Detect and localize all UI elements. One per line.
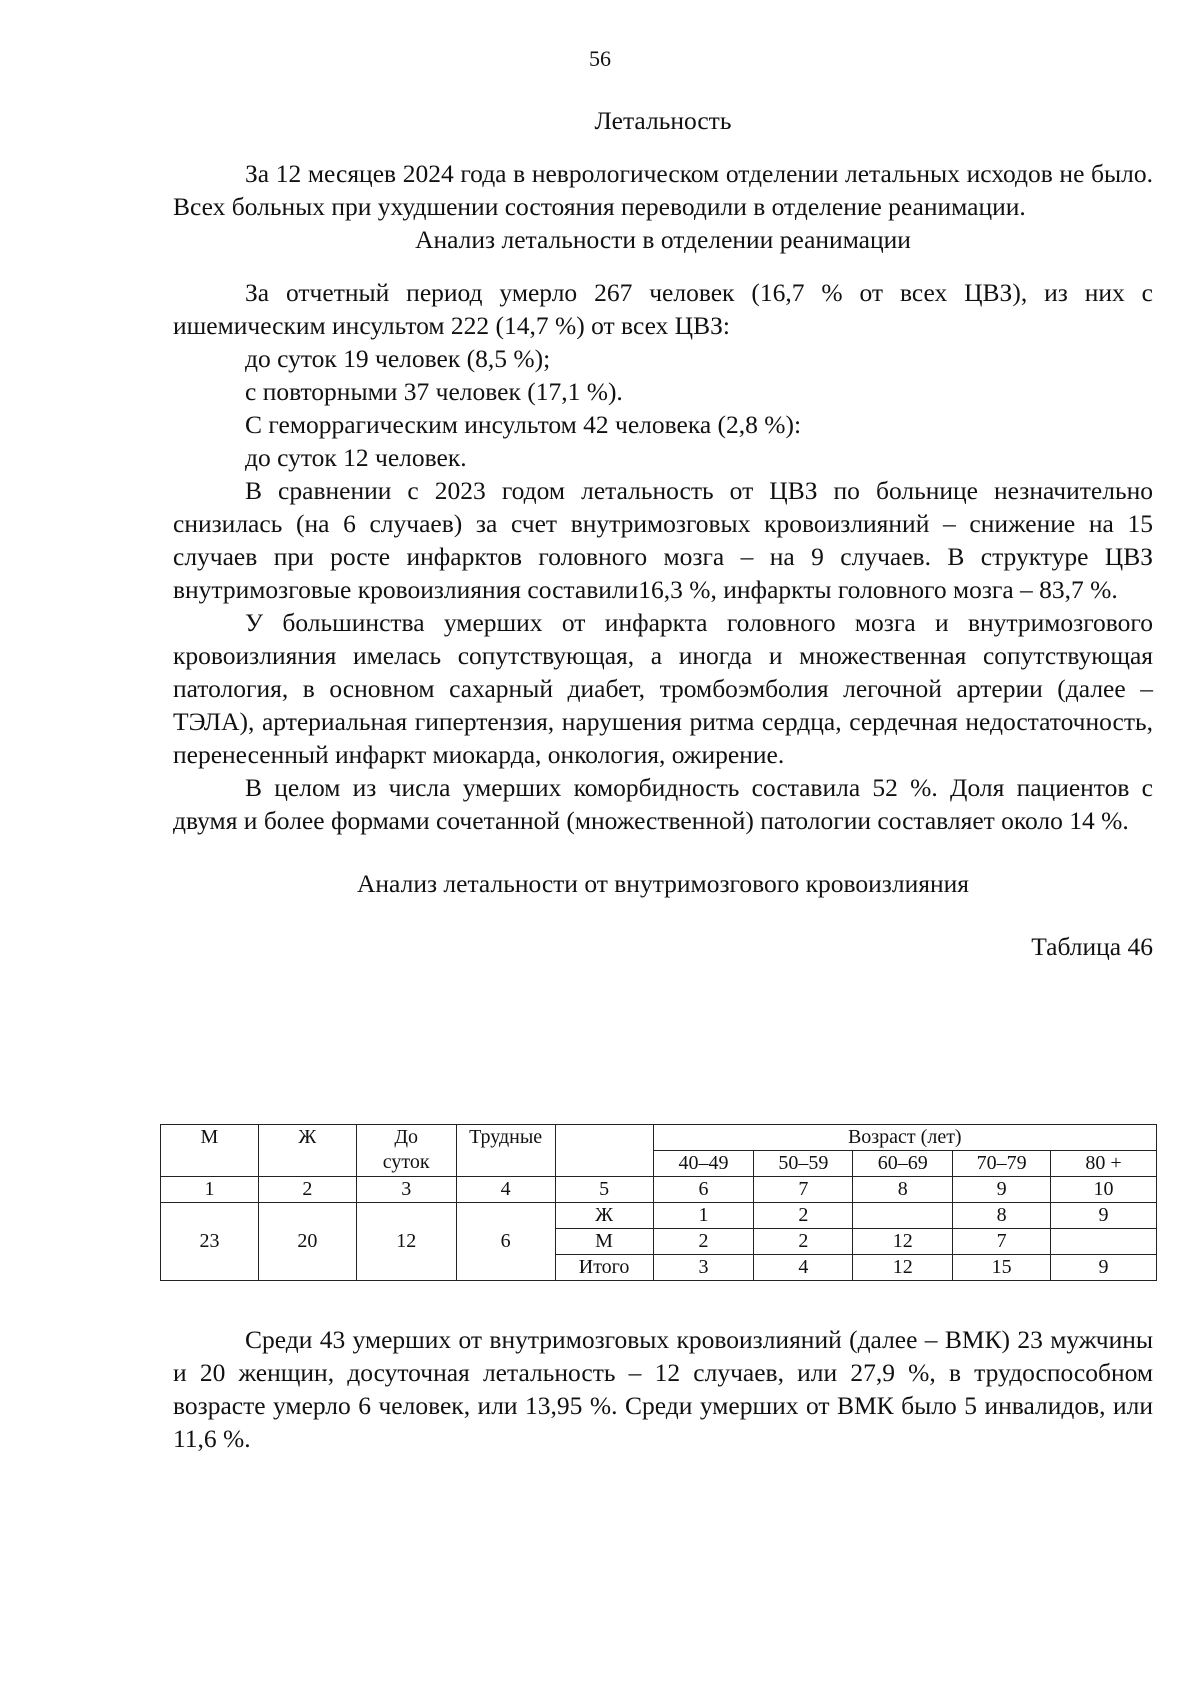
header-dosutok-line2: суток	[382, 1151, 430, 1173]
header-zh: Ж	[258, 1125, 356, 1177]
column-number-cell: 7	[754, 1177, 853, 1203]
column-number-cell: 9	[953, 1177, 1051, 1203]
paragraph-comorbidity: У большинства умерших от инфаркта головного мозга и внутримозгового кровоизлияния имелась сопутствующая, а иногда и множественная сопутствующая патология, в основном сахарный диабет, тромбоэмболия легочной артерии (далее – ТЭЛА), артериальная гипертензия, нарушения ритма сердца, сердечная недостаточность, перенесенный инфаркт миокарда, онкология, ожирение.	[173, 608, 1153, 769]
value-dosutok: 12	[356, 1203, 456, 1281]
list-item-hemorrhagic: С геморрагическим инсультом 42 человека (2,8 %):	[245, 410, 802, 439]
lethality-table	[160, 1124, 1157, 1281]
column-number-cell: 6	[653, 1177, 754, 1203]
section-title-lethality: Летальность	[594, 106, 732, 135]
section-lethality	[173, 104, 1153, 963]
column-number-cell: 1	[161, 1177, 259, 1203]
paragraph-summary: В целом из числа умерших коморбидность составила 52 %. Доля пациентов с двумя и более формами сочетанной (множественной) патологии составляет около 14 %.	[173, 773, 1153, 835]
age-group-cell: 70–79	[953, 1151, 1051, 1177]
page-number: 56	[589, 46, 611, 71]
header-dosutok	[356, 1125, 456, 1177]
table-cell: 2	[653, 1229, 754, 1255]
age-group-cell: 60–69	[853, 1151, 953, 1177]
table-cell: 2	[754, 1229, 853, 1255]
table-cell	[853, 1203, 953, 1229]
value-zh: 20	[258, 1203, 356, 1281]
column-number-cell: 10	[1051, 1177, 1157, 1203]
table-caption: Таблица 46	[1031, 932, 1153, 961]
table-cell: 9	[1051, 1203, 1157, 1229]
value-trudnye: 6	[456, 1203, 555, 1281]
table-cell: 12	[853, 1255, 953, 1281]
row-label: Ж	[555, 1203, 653, 1229]
table-cell: 9	[1051, 1255, 1157, 1281]
row-label: Итого	[555, 1255, 653, 1281]
column-number-cell: 5	[555, 1177, 653, 1203]
header-dosutok-line1: До	[394, 1126, 419, 1148]
age-group-cell: 40–49	[653, 1151, 754, 1177]
table-cell: 12	[853, 1229, 953, 1255]
value-m: 23	[161, 1203, 259, 1281]
list-item-repeated: с повторными 37 человек (17,1 %).	[245, 377, 623, 406]
table-cell: 8	[953, 1203, 1051, 1229]
column-number-cell: 3	[356, 1177, 456, 1203]
list-item-hemorrhagic-day: до суток 12 человек.	[245, 443, 467, 472]
header-empty	[555, 1125, 653, 1177]
section-ich-summary	[173, 1323, 1153, 1455]
paragraph-icu-intro: За отчетный период умерло 267 человек (16,7 % от всех ЦВЗ), из них с ишемическим инсультом 222 (14,7 %) от всех ЦВЗ:	[173, 278, 1153, 340]
table-cell: 15	[953, 1255, 1051, 1281]
age-group-cell: 80 +	[1051, 1151, 1157, 1177]
header-trudnye: Трудные	[456, 1125, 555, 1177]
paragraph-ich-summary: Среди 43 умерших от внутримозговых кровоизлияний (далее – ВМК) 23 мужчины и 20 женщин, досуточная летальность – 12 случаев, или 27,9 %, в трудоспособном возрасте умерло 6 человек, или 13,95 %. Среди умерших от ВМК было 5 инвалидов, или 11,6 %.	[173, 1325, 1153, 1453]
table-cell: 2	[754, 1203, 853, 1229]
paragraph-neurology: За 12 месяцев 2024 года в неврологическом отделении летальных исходов не было. Всех больных при ухудшении состояния переводили в отделение реанимации.	[173, 159, 1153, 221]
column-number-cell: 8	[853, 1177, 953, 1203]
row-label: М	[555, 1229, 653, 1255]
table-cell: 7	[953, 1229, 1051, 1255]
section-title-icu: Анализ летальности в отделении реанимации	[415, 225, 911, 254]
table-cell	[1051, 1229, 1157, 1255]
list-item-ischemic-day: до суток 19 человек (8,5 %);	[245, 344, 551, 373]
table-cell: 4	[754, 1255, 853, 1281]
column-number-cell: 4	[456, 1177, 555, 1203]
header-m: М	[161, 1125, 259, 1177]
section-title-ich: Анализ летальности от внутримозгового кровоизлияния	[357, 869, 969, 898]
paragraph-comparison: В сравнении с 2023 годом летальность от ЦВЗ по больнице незначительно снизилась (на 6 случаев) за счет внутримозговых кровоизлияний – снижение на 15 случаев при росте инфарктов головного мозга – на 9 случаев. В структуре ЦВЗ внутримозговые кровоизлияния составили16,3 %, инфаркты головного мозга – 83,7 %.	[173, 476, 1153, 604]
column-numbers-row	[161, 1177, 1157, 1203]
table-cell: 1	[653, 1203, 754, 1229]
age-group-cell: 50–59	[754, 1151, 853, 1177]
header-age: Возраст (лет)	[653, 1125, 1156, 1151]
table-cell: 3	[653, 1255, 754, 1281]
column-number-cell: 2	[258, 1177, 356, 1203]
table-row-zh	[161, 1203, 1157, 1229]
